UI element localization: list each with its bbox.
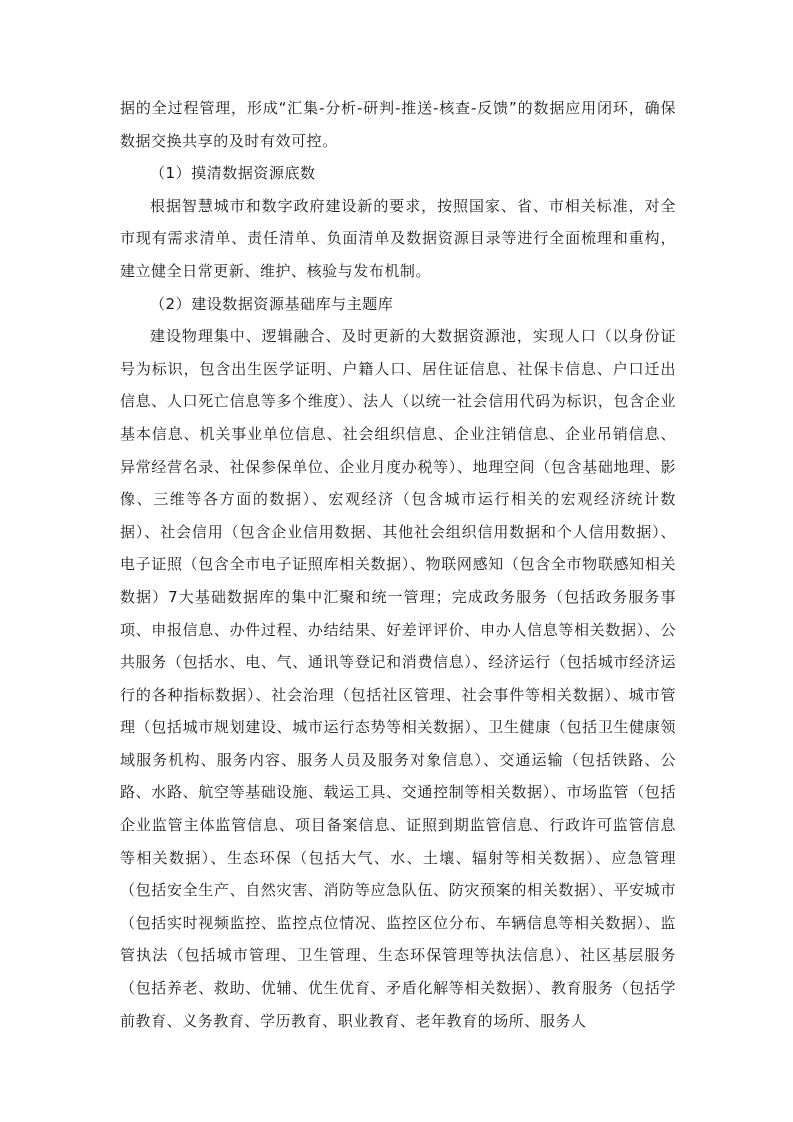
document-body bbox=[120, 92, 676, 1037]
section-heading-1: （1）摸清数据资源底数 bbox=[150, 164, 316, 183]
section-heading-2: （2）建设数据资源基础库与主题库 bbox=[150, 294, 394, 313]
paragraph-data-pool: 建设物理集中、逻辑融合、及时更新的大数据资源池，实现人口（以身份证号为标识，包含出生医学证明、户籍人口、居住证信息、社保卡信息、户口迁出信息、人口死亡信息等多个维度）、法人（以统一社会信用代码为标识，包含企业基本信息、机关事业单位信息、社会组织信息、企业注销信息、企业吊销信息、异常经营名录、社保参保单位、企业月度办税等）、地理空间（包含基础地理、影像、三维等各方面的数据）、宏观经济（包含城市运行相关的宏观经济统计数据）、社会信用（包含企业信用数据、其他社会组织信用数据和个人信用数据）、电子证照（包含全市电子证照库相关数据）、物联网感知（包含全市物联感知相关数据）7大基础数据库的集中汇聚和统一管理；完成政务服务（包括政务服务事项、申报信息、办件过程、办结结果、好差评评价、申办人信息等相关数据）、公共服务（包括水、电、气、通讯等登记和消费信息）、经济运行（包括城市经济运行的各种指标数据）、社会治理（包括社区管理、社会事件等相关数据）、城市管理（包括城市规划建设、城市运行态势等相关数据）、卫生健康（包括卫生健康领域服务机构、服务内容、服务人员及服务对象信息）、交通运输（包括铁路、公路、水路、航空等基础设施、载运工具、交通控制等相关数据）、市场监管（包括企业监管主体监管信息、项目备案信息、证照到期监管信息、行政许可监管信息等相关数据）、生态环保（包括大气、水、土壤、辐射等相关数据）、应急管理（包括安全生产、自然灾害、消防等应急队伍、防灾预案的相关数据）、平安城市（包括实时视频监控、监控点位情况、监控区位分布、车辆信息等相关数据）、监管执法（包括城市管理、卫生管理、生态环保管理等执法信息）、社区基层服务（包括养老、救助、优辅、优生优育、矛盾化解等相关数据）、教育服务（包括学前教育、义务教育、学历教育、职业教育、老年教育的场所、服务人 bbox=[120, 327, 676, 1030]
paragraph-continuation: 据的全过程管理，形成“汇集-分析-研判-推送-核查-反馈”的数据应用闭环，确保数据交换共享的及时有效可控。 bbox=[120, 99, 676, 150]
paragraph-data-inventory: 根据智慧城市和数字政府建设新的要求，按照国家、省、市相关标准，对全市现有需求清单、责任清单、负面清单及数据资源目录等进行全面梳理和重构，建立健全日常更新、维护、核验与发布机制。 bbox=[120, 196, 676, 280]
